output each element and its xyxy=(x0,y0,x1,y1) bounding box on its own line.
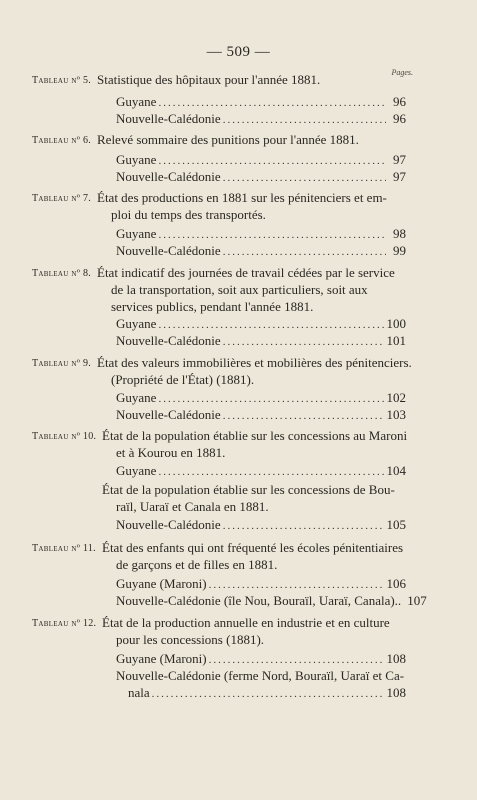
entry-page-number: 96 xyxy=(393,94,406,109)
table-subheading-10 xyxy=(102,481,402,515)
entry-label-line: Nouvelle-Calédonie (ferme Nord, Bouraïl, Uaraï et Ca- xyxy=(116,668,405,683)
table-label: Tableau nº 11. xyxy=(32,543,96,554)
toc-entry[interactable] xyxy=(116,110,406,128)
leader-dots xyxy=(223,334,385,351)
table-label: Tableau nº 10. xyxy=(32,431,97,442)
subheading-line: État de la population établie sur les concessions de Bou- xyxy=(102,482,395,497)
entry-label: Guyane (Maroni) xyxy=(116,651,207,666)
toc-entry[interactable] xyxy=(116,650,406,668)
entry-page-number: 104 xyxy=(386,463,406,478)
entry-label: Nouvelle-Calédonie (île Nou, Bouraïl, Uaraï, Canala).. xyxy=(116,593,402,608)
leader-dots xyxy=(223,112,386,129)
table-title-line: État de la production annuelle en industrie et en culture xyxy=(102,615,390,630)
table-label: Tableau nº 9. xyxy=(32,358,92,369)
entry-page-number: 106 xyxy=(386,576,406,591)
pages-column-label: Pages. xyxy=(391,68,413,77)
page-number: — 509 — xyxy=(206,44,271,60)
toc-entry[interactable] xyxy=(116,93,406,111)
toc-entry[interactable] xyxy=(116,592,427,610)
toc-entry[interactable] xyxy=(116,462,406,480)
entry-page-number: 100 xyxy=(386,316,406,331)
leader-dots xyxy=(223,170,386,187)
toc-entry[interactable] xyxy=(128,684,406,702)
entry-page-number: 108 xyxy=(386,651,406,666)
table-title-line: État des productions en 1881 sur les pénitenciers et em- xyxy=(97,190,387,205)
toc-entry[interactable] xyxy=(116,315,406,333)
table-label: Tableau nº 12. xyxy=(32,618,97,629)
table-title-line: État des enfants qui ont fréquenté les écoles pénitentiaires xyxy=(102,540,404,555)
table-title-line: et à Kourou en 1881. xyxy=(116,445,226,460)
entry-label: Guyane (Maroni) xyxy=(116,576,207,591)
table-title-line: de garçons et de filles en 1881. xyxy=(116,557,278,572)
table-title-line: services publics, pendant l'année 1881. xyxy=(111,299,314,314)
entry-page-number: 96 xyxy=(393,111,406,126)
toc-entry[interactable] xyxy=(116,168,406,186)
toc-entry[interactable] xyxy=(116,332,406,350)
entry-label: Nouvelle-Calédonie xyxy=(116,333,221,348)
entry-page-number: 97 xyxy=(393,169,406,184)
toc-entry[interactable] xyxy=(116,389,406,407)
table-title-line: de la transportation, soit aux particuliers, soit aux xyxy=(111,282,368,297)
entry-label: Guyane xyxy=(116,152,157,167)
entry-label: Guyane xyxy=(116,390,157,405)
entry-page-number: 99 xyxy=(393,243,406,258)
entry-page-number: 105 xyxy=(386,517,406,532)
toc-entry[interactable] xyxy=(116,516,406,534)
entry-label: Nouvelle-Calédonie xyxy=(116,169,221,184)
entry-page-number: 102 xyxy=(386,390,406,405)
table-label: Tableau nº 8. xyxy=(32,268,92,279)
entry-label: Guyane xyxy=(116,463,157,478)
toc-entry[interactable] xyxy=(116,406,406,424)
table-title-line: pour les concessions (1881). xyxy=(116,632,265,647)
entry-label: nala xyxy=(128,685,150,700)
toc-entry[interactable] xyxy=(116,151,406,169)
table-label: Tableau nº 7. xyxy=(32,193,92,204)
entry-label: Nouvelle-Calédonie xyxy=(116,111,221,126)
table-title-line: État indicatif des journées de travail cédées par le service xyxy=(97,265,395,280)
toc-entry[interactable] xyxy=(116,225,406,243)
toc-entry[interactable] xyxy=(116,242,406,260)
leader-dots xyxy=(158,464,384,481)
entry-label: Guyane xyxy=(116,226,157,241)
entry-page-number: 103 xyxy=(386,407,406,422)
entry-page-number: 101 xyxy=(386,333,406,348)
table-title-line: ploi du temps des transportés. xyxy=(111,207,266,222)
table-title-line: État des valeurs immobilières et mobilières des pénitenciers. xyxy=(97,355,412,370)
table-title: Relevé sommaire des punitions pour l'année 1881. xyxy=(97,132,359,147)
entry-page-number: 108 xyxy=(386,685,406,700)
subheading-line: raïl, Uaraï et Canala en 1881. xyxy=(116,499,269,514)
entry-page-number: 107 xyxy=(407,593,427,608)
entry-label: Guyane xyxy=(116,94,157,109)
entry-label: Nouvelle-Calédonie xyxy=(116,517,221,532)
leader-dots xyxy=(152,686,385,703)
table-title-line: État de la population établie sur les concessions au Maroni xyxy=(102,428,408,443)
entry-label: Nouvelle-Calédonie xyxy=(116,407,221,422)
entry-label: Guyane xyxy=(116,316,157,331)
leader-dots xyxy=(223,408,385,425)
table-title-line: (Propriété de l'État) (1881). xyxy=(111,372,255,387)
entry-page-number: 97 xyxy=(393,152,406,167)
table-title: Statistique des hôpitaux pour l'année 1881. xyxy=(97,72,321,87)
leader-dots xyxy=(223,244,386,261)
leader-dots xyxy=(223,518,385,535)
toc-entry[interactable] xyxy=(116,575,406,593)
table-label: Tableau nº 6. xyxy=(32,135,92,146)
toc-entry-first-line xyxy=(116,667,406,684)
table-label: Tableau nº 5. xyxy=(32,75,92,86)
entry-label: Nouvelle-Calédonie xyxy=(116,243,221,258)
entry-page-number: 98 xyxy=(393,226,406,241)
